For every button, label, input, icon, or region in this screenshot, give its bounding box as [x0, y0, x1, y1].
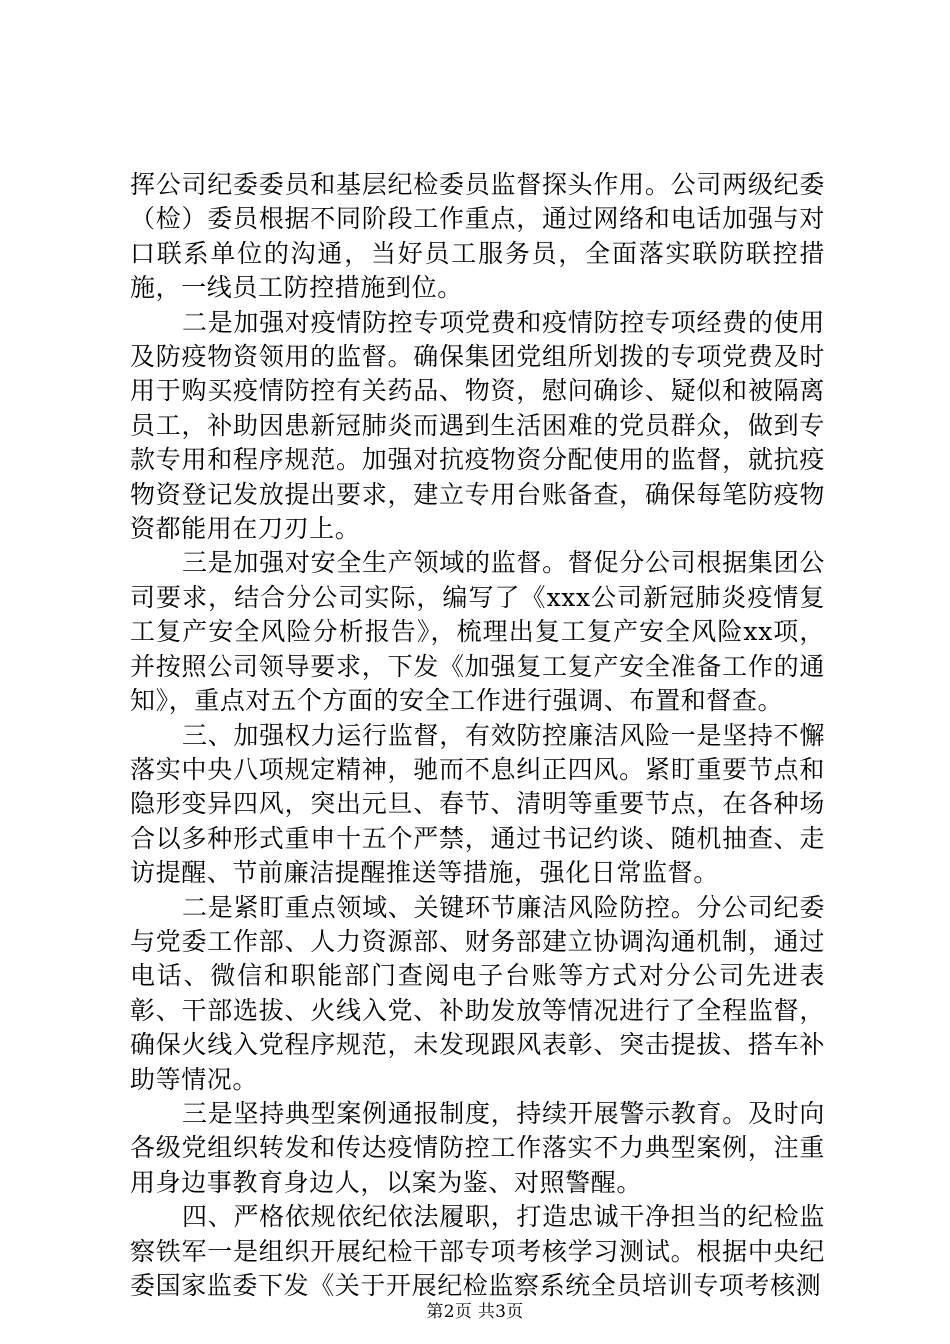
- paragraph-safety-production-supervision: 三是加强对安全生产领域的监督。督促分公司根据集团公司要求，结合分公司实际，编写了《xxx公司新冠肺炎疫情复工复产安全风险分析报告》，梳理出复工复产安全风险xx项，并按照公司领导要求，下发《加强复工复产安全准备工作的通知》，重点对五个方面的安全工作进行强调、布置和督查。: [130, 548, 825, 716]
- paragraph-power-operation-supervision: 三、加强权力运行监督，有效防控廉洁风险一是坚持不懈落实中央八项规定精神，驰而不息纠正四风。紧盯重要节点和隐形变异四风，突出元旦、春节、清明等重要节点，在各种场合以多种形式重申十五个严禁，通过书记约谈、随机抽查、走访提醒、节前廉洁提醒推送等措施，强化日常监督。: [130, 720, 825, 888]
- page-number-footer: 第2页 共3页: [426, 1302, 524, 1322]
- paragraph-warning-education: 三是坚持典型案例通报制度，持续开展警示教育。及时向各级党组织转发和传达疫情防控工作落实不力典型案例，注重用身边事教育身边人，以案为鉴、对照警醒。: [130, 1098, 825, 1197]
- paragraph-continuation: 挥公司纪委委员和基层纪检委员监督探头作用。公司两级纪委（检）委员根据不同阶段工作重点，通过网络和电话加强与对口联系单位的沟通，当好员工服务员，全面落实联防联控措施，一线员工防控措施到位。: [130, 170, 825, 303]
- document-body: [130, 168, 825, 1303]
- paragraph-integrity-risk-control: 二是紧盯重点领域、关键环节廉洁风险防控。分公司纪委与党委工作部、人力资源部、财务部建立协调沟通机制，通过电话、微信和职能部门查阅电子台账等方式对分公司先进表彰、干部选拔、火线入党、补助发放等情况进行了全程监督，确保火线入党程序规范，未发现跟风表彰、突击提拔、搭车补助等情况。: [130, 892, 825, 1094]
- paragraph-epidemic-funds-supervision: 二是加强对疫情防控专项党费和疫情防控专项经费的使用及防疫物资领用的监督。确保集团党组所划拨的专项党费及时用于购买疫情防控有关药品、物资，慰问确诊、疑似和被隔离员工，补助因患新冠肺炎而遇到生活困难的党员群众，做到专款专用和程序规范。加强对抗疫物资分配使用的监督，就抗疫物资登记发放提出要求，建立专用台账备查，确保每笔防疫物资都能用在刀刃上。: [130, 307, 825, 544]
- paragraph-discipline-team-building: 四、严格依规依纪依法履职，打造忠诚干净担当的纪检监察铁军一是组织开展纪检干部专项考核学习测试。根据中央纪委国家监委下发《关于开展纪检监察系统全员培训专项考核测: [130, 1202, 825, 1300]
